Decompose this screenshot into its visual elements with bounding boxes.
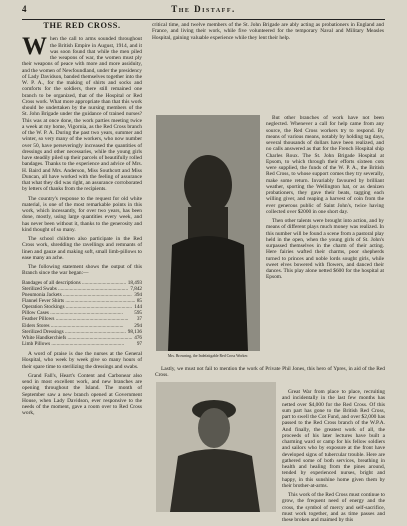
- table-item-count: 294: [134, 322, 142, 329]
- paragraph-other-branches: But other branches of work have not been neglected. Whenever a call for help came from any source, the Red Cross workers try to respond. By means of various means, notably by holding tag days, several thousands of dollars have been realized, and no calls answered as that for the French Hospital ship Charles Roux. The St. John Brigade Hospital at Epsom, to which through their efforts sixteen cots were supplied, the funds of the W. P. A., the British Red Cross, to whose support comes they try severally, make some return. Invariably favoured by brilliant weather, sporting the Wellington hat, or as denizen probationers, they gave their beats, tagging each willing giver, and reaping a harvest of coin from the ever generous public of Saint John's, twice having collected over $2000 in one short day.: [266, 115, 384, 215]
- right-wide-text: [155, 366, 385, 379]
- right-inset-text: [266, 115, 384, 284]
- table-item-count: 85: [136, 297, 142, 304]
- drop-cap: W: [22, 33, 47, 61]
- intro-text: hen the call to arms sounded throughout the British Empire in August, 1914, and it was soon found that while the men piled the weapons of war, the women must ply their weapons of peace with more and more assiduity, and the women of Newfoundland, under the presidency of Lady Davidson, banded themselves together into the W. P. A., for the making of shirts and socks and comforts for the soldiers, there still remained one branch to be organized, that of the Hospital or Red Cross work. What more appropriate than that this work should be undertaken by the nursing members of the St. John Brigade under the guidance of trained nurses? This was at once done, the work parties meeting twice a week at my home, Vigornia, as the Red Cross branch of the W. P. A. During the past two years, summer and winter, so very many of the workers, who now number over 50, have perseveringly increased the quantities of dressings and other necessaries, while the young girls have steadily piled up their parcels of beautifully rolled bandages. Thanks to the experience and advice of Mrs. H. Baird and Mrs. Anderson, Miss Southcott and Miss Duncan, all have worked with the feeling of assurance that what they did was right, an assurance corroborated by letters of thanks from the recipients.: [22, 36, 142, 193]
- table-row: [22, 341, 142, 347]
- table-item-count: 97: [136, 341, 142, 348]
- page-number: 4: [22, 4, 27, 14]
- table-item-label: Pneumonia Jackets .....: [22, 292, 132, 298]
- paragraph-material: The country's response to the request for old white material, is one of the most remarkable points in this work, which incessantly, for over two years, has been done, mostly, using large quantities every week, and has never been without it, thanks to the generosity and kind thought of so many.: [22, 195, 142, 233]
- right-column-top: [152, 22, 384, 44]
- paragraph-plays: Then other talents were brought into action, and by means of different plays much money was realized. In this number will be found a scene from a pastoral play held in the open, when the young girls of St. John's surpassed themselves in the charm of their acting. Here fairies wafted their charms, poor shepherds turned to princes and noble lords sought girls, while sweet elves bowered with flowers, and danced their dances. This play alone netted $600 for the hospital at Epsom.: [266, 218, 384, 281]
- paragraph-phil-jones: [155, 366, 385, 379]
- table-item-label: Limb Pillows .....: [22, 341, 135, 347]
- paragraph-children: The school children also participate in the Red Cross work, shredding the ravellings and remnants of linen and gauze and making soft, small limb-pillows to ease many an ache.: [22, 236, 142, 261]
- table-item-label: Operation Stockings .....: [22, 304, 132, 310]
- table-item-count: 98,136: [127, 328, 142, 335]
- paragraph-branches: Grand Fall's, Heart's Content and Carbonear also send in most excellent work, and new branches are opening throughout the Island. The month of September saw a new branch opened at Government House, when Lady Davidson, ever responsive to the needs of the moment, gave a room over to Red Cross work,: [22, 372, 142, 417]
- article-title: THE RED CROSS.: [43, 21, 121, 30]
- phil-jones-lead: Lastly, we must not fail to mention the work of Private Phil Jones, this hero of Ypres, in aid of the Red Cross.: [155, 366, 385, 379]
- table-item-label: Flannel Fever Shirts .....: [22, 298, 135, 304]
- portrait-caption: Mrs. Browning, the Indefatigable Red Cross Worker.: [167, 354, 249, 358]
- table-item-label: Feather Pillows .....: [22, 316, 135, 322]
- intro-paragraph: [22, 33, 142, 193]
- paragraph-continue: This work of the Red Cross must continue to grow, the frequent need of energy and the cross, the symbol of mercy and self-sacrifice, must work together, and as time passes and these broken and maimed by this: [282, 492, 385, 523]
- paragraph-continued: critical time, and twelve members of the St. John Brigade are ably acting as probationers in England and France, and living their work, while five volunteered for the temporary Naval and Military Measles Hospital, gaining valuable experience while they lent their help.: [152, 22, 384, 41]
- table-item-label: Pillow Cases .....: [22, 310, 132, 316]
- paragraph-statement: The following statement shows the output of this Branch since the war began:—: [22, 264, 142, 277]
- table-item-count: 476: [134, 334, 142, 341]
- left-column: [22, 22, 142, 420]
- soldier-illustration: [156, 382, 276, 512]
- table-item-count: 394: [134, 291, 142, 298]
- table-item-count: 595: [134, 310, 142, 317]
- portrait-illustration: [156, 115, 260, 351]
- right-lower-text: [282, 389, 385, 526]
- table-item-label: Bandages of all descriptions .....: [22, 280, 126, 286]
- table-item-count: 7,842: [130, 285, 142, 292]
- table-item-label: White Handkerchiefs .....: [22, 335, 132, 341]
- table-item-label: Sterilized Dressings .....: [22, 329, 126, 335]
- paragraph-praise: A word of praise is due the nurses at the General Hospital, who week by week give so many hours of their spare time to sterilizing the dressings and swabs.: [22, 351, 142, 370]
- running-title: The Distaff.: [171, 4, 236, 14]
- table-item-label: Sterilized Swabs .....: [22, 286, 128, 292]
- page-header: [22, 4, 385, 18]
- table-item-count: 18,493: [127, 279, 142, 286]
- output-table: [22, 280, 142, 348]
- portrait-photo: [156, 115, 260, 351]
- soldier-photo: [156, 382, 276, 512]
- table-item-count: 37: [136, 316, 142, 323]
- table-item-label: Eiders Stores .....: [22, 323, 132, 329]
- header-rule: [22, 19, 385, 20]
- paragraph-great-war: Great War from place to place, recruiting and incidentally in the last few months has netted over $4,000 for the Red Cross. Of this sum part has gone to the British Red Cross, part to swell the Cot Fund, and over $2,000 has passed to the Red Cross branch of the W.P.A. And finally, the greatest work of all, the proceeds of his later lectures have built a charming ward or camp for his fellow soldiers and sailors who by exposure at the front have developed signs of tubercular trouble. Here are gathered some of both services, breathing in health and healing from the pines around, tended by experienced nurses, bright and happy, in this sunshine home given them by their brother-at-arms.: [282, 389, 385, 489]
- table-item-count: 144: [134, 304, 142, 311]
